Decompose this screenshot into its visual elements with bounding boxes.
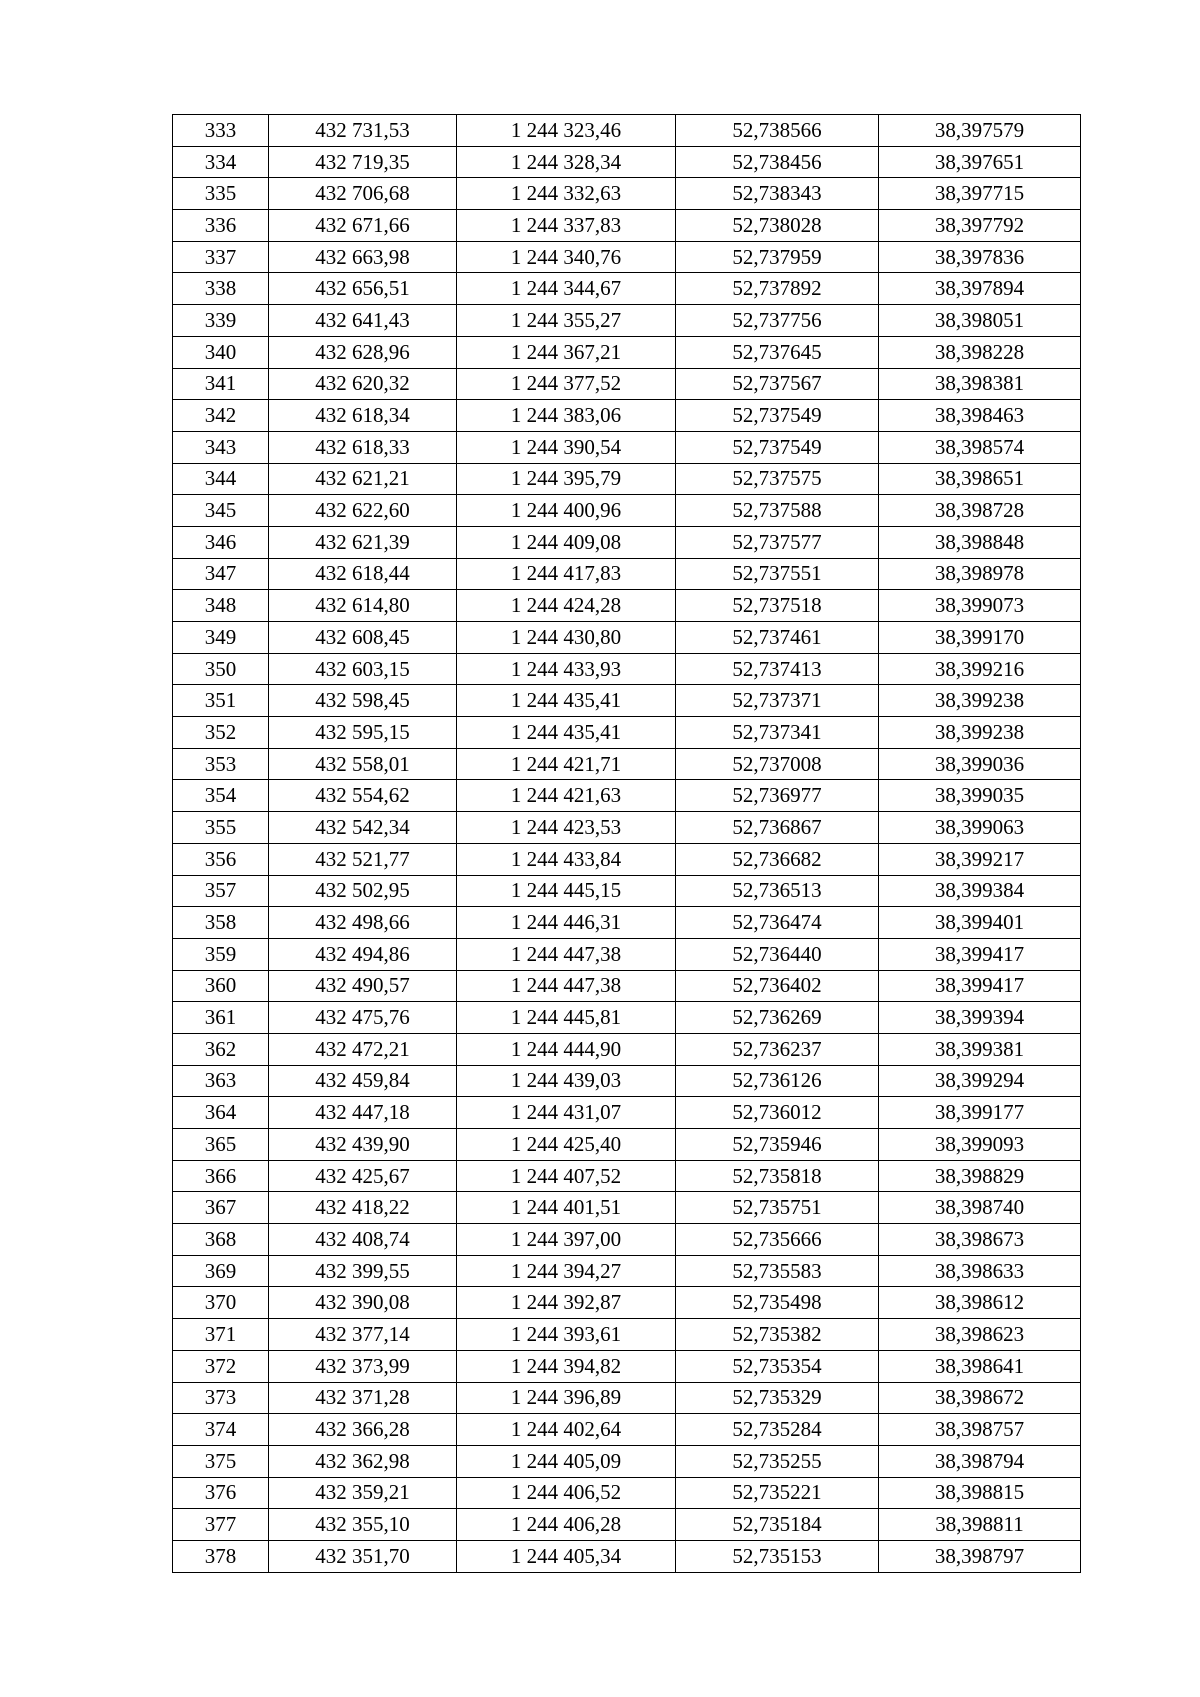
latitude-cell: 52,738456	[676, 146, 879, 178]
latitude-cell: 52,736440	[676, 938, 879, 970]
x-coordinate-cell: 432 731,53	[269, 115, 457, 147]
point-number-cell: 356	[173, 843, 269, 875]
point-number-cell: 360	[173, 970, 269, 1002]
x-coordinate-cell: 432 608,45	[269, 622, 457, 654]
x-coordinate-cell: 432 502,95	[269, 875, 457, 907]
latitude-cell: 52,736402	[676, 970, 879, 1002]
longitude-cell: 38,398848	[879, 526, 1081, 558]
y-coordinate-cell: 1 244 396,89	[457, 1382, 676, 1414]
longitude-cell: 38,397894	[879, 273, 1081, 305]
point-number-cell: 335	[173, 178, 269, 210]
table-row	[173, 780, 1081, 812]
y-coordinate-cell: 1 244 421,63	[457, 780, 676, 812]
longitude-cell: 38,398794	[879, 1445, 1081, 1477]
table-row	[173, 1255, 1081, 1287]
x-coordinate-cell: 432 418,22	[269, 1192, 457, 1224]
longitude-cell: 38,398574	[879, 431, 1081, 463]
x-coordinate-cell: 432 351,70	[269, 1540, 457, 1572]
table-row	[173, 843, 1081, 875]
longitude-cell: 38,399177	[879, 1097, 1081, 1129]
x-coordinate-cell: 432 621,21	[269, 463, 457, 495]
x-coordinate-cell: 432 399,55	[269, 1255, 457, 1287]
latitude-cell: 52,737549	[676, 400, 879, 432]
x-coordinate-cell: 432 459,84	[269, 1065, 457, 1097]
point-number-cell: 377	[173, 1509, 269, 1541]
point-number-cell: 345	[173, 495, 269, 527]
point-number-cell: 342	[173, 400, 269, 432]
latitude-cell: 52,735666	[676, 1224, 879, 1256]
y-coordinate-cell: 1 244 400,96	[457, 495, 676, 527]
point-number-cell: 344	[173, 463, 269, 495]
longitude-cell: 38,398051	[879, 305, 1081, 337]
table-row	[173, 1065, 1081, 1097]
x-coordinate-cell: 432 362,98	[269, 1445, 457, 1477]
latitude-cell: 52,737008	[676, 748, 879, 780]
table-row	[173, 653, 1081, 685]
y-coordinate-cell: 1 244 405,09	[457, 1445, 676, 1477]
table-row	[173, 115, 1081, 147]
y-coordinate-cell: 1 244 424,28	[457, 590, 676, 622]
y-coordinate-cell: 1 244 394,27	[457, 1255, 676, 1287]
table-row	[173, 622, 1081, 654]
x-coordinate-cell: 432 390,08	[269, 1287, 457, 1319]
point-number-cell: 378	[173, 1540, 269, 1572]
point-number-cell: 349	[173, 622, 269, 654]
y-coordinate-cell: 1 244 397,00	[457, 1224, 676, 1256]
longitude-cell: 38,398740	[879, 1192, 1081, 1224]
latitude-cell: 52,737341	[676, 717, 879, 749]
point-number-cell: 333	[173, 115, 269, 147]
point-number-cell: 373	[173, 1382, 269, 1414]
y-coordinate-cell: 1 244 355,27	[457, 305, 676, 337]
latitude-cell: 52,736012	[676, 1097, 879, 1129]
y-coordinate-cell: 1 244 394,82	[457, 1350, 676, 1382]
x-coordinate-cell: 432 618,44	[269, 558, 457, 590]
table-row	[173, 1319, 1081, 1351]
latitude-cell: 52,736237	[676, 1033, 879, 1065]
latitude-cell: 52,735498	[676, 1287, 879, 1319]
x-coordinate-cell: 432 614,80	[269, 590, 457, 622]
point-number-cell: 338	[173, 273, 269, 305]
longitude-cell: 38,397579	[879, 115, 1081, 147]
longitude-cell: 38,398633	[879, 1255, 1081, 1287]
x-coordinate-cell: 432 671,66	[269, 210, 457, 242]
x-coordinate-cell: 432 355,10	[269, 1509, 457, 1541]
latitude-cell: 52,736474	[676, 907, 879, 939]
point-number-cell: 371	[173, 1319, 269, 1351]
table-row	[173, 495, 1081, 527]
point-number-cell: 350	[173, 653, 269, 685]
point-number-cell: 366	[173, 1160, 269, 1192]
table-row	[173, 875, 1081, 907]
coordinates-table-body	[173, 115, 1081, 1573]
y-coordinate-cell: 1 244 401,51	[457, 1192, 676, 1224]
x-coordinate-cell: 432 371,28	[269, 1382, 457, 1414]
table-row	[173, 685, 1081, 717]
x-coordinate-cell: 432 620,32	[269, 368, 457, 400]
latitude-cell: 52,737645	[676, 336, 879, 368]
latitude-cell: 52,735751	[676, 1192, 879, 1224]
x-coordinate-cell: 432 472,21	[269, 1033, 457, 1065]
y-coordinate-cell: 1 244 377,52	[457, 368, 676, 400]
latitude-cell: 52,738343	[676, 178, 879, 210]
x-coordinate-cell: 432 595,15	[269, 717, 457, 749]
table-row	[173, 1097, 1081, 1129]
latitude-cell: 52,737575	[676, 463, 879, 495]
latitude-cell: 52,735153	[676, 1540, 879, 1572]
longitude-cell: 38,399216	[879, 653, 1081, 685]
latitude-cell: 52,735946	[676, 1129, 879, 1161]
x-coordinate-cell: 432 425,67	[269, 1160, 457, 1192]
latitude-cell: 52,737756	[676, 305, 879, 337]
table-row	[173, 1033, 1081, 1065]
longitude-cell: 38,398623	[879, 1319, 1081, 1351]
latitude-cell: 52,735583	[676, 1255, 879, 1287]
point-number-cell: 336	[173, 210, 269, 242]
latitude-cell: 52,737549	[676, 431, 879, 463]
y-coordinate-cell: 1 244 417,83	[457, 558, 676, 590]
point-number-cell: 367	[173, 1192, 269, 1224]
table-row	[173, 1414, 1081, 1446]
latitude-cell: 52,738566	[676, 115, 879, 147]
table-row	[173, 178, 1081, 210]
point-number-cell: 340	[173, 336, 269, 368]
table-row	[173, 1192, 1081, 1224]
y-coordinate-cell: 1 244 445,81	[457, 1002, 676, 1034]
latitude-cell: 52,737551	[676, 558, 879, 590]
point-number-cell: 375	[173, 1445, 269, 1477]
x-coordinate-cell: 432 494,86	[269, 938, 457, 970]
y-coordinate-cell: 1 244 444,90	[457, 1033, 676, 1065]
longitude-cell: 38,398381	[879, 368, 1081, 400]
longitude-cell: 38,398728	[879, 495, 1081, 527]
longitude-cell: 38,398815	[879, 1477, 1081, 1509]
x-coordinate-cell: 432 439,90	[269, 1129, 457, 1161]
x-coordinate-cell: 432 408,74	[269, 1224, 457, 1256]
longitude-cell: 38,397651	[879, 146, 1081, 178]
latitude-cell: 52,737892	[676, 273, 879, 305]
x-coordinate-cell: 432 621,39	[269, 526, 457, 558]
longitude-cell: 38,398641	[879, 1350, 1081, 1382]
table-row	[173, 1540, 1081, 1572]
table-row	[173, 1224, 1081, 1256]
longitude-cell: 38,398978	[879, 558, 1081, 590]
x-coordinate-cell: 432 521,77	[269, 843, 457, 875]
table-row	[173, 431, 1081, 463]
longitude-cell: 38,399170	[879, 622, 1081, 654]
point-number-cell: 348	[173, 590, 269, 622]
latitude-cell: 52,737518	[676, 590, 879, 622]
y-coordinate-cell: 1 244 406,52	[457, 1477, 676, 1509]
latitude-cell: 52,735329	[676, 1382, 879, 1414]
x-coordinate-cell: 432 618,34	[269, 400, 457, 432]
longitude-cell: 38,399238	[879, 717, 1081, 749]
table-row	[173, 1002, 1081, 1034]
latitude-cell: 52,735284	[676, 1414, 879, 1446]
point-number-cell: 364	[173, 1097, 269, 1129]
point-number-cell: 339	[173, 305, 269, 337]
y-coordinate-cell: 1 244 435,41	[457, 717, 676, 749]
point-number-cell: 368	[173, 1224, 269, 1256]
table-row	[173, 210, 1081, 242]
longitude-cell: 38,399417	[879, 938, 1081, 970]
table-row	[173, 305, 1081, 337]
table-row	[173, 146, 1081, 178]
longitude-cell: 38,399063	[879, 812, 1081, 844]
table-row	[173, 1445, 1081, 1477]
y-coordinate-cell: 1 244 425,40	[457, 1129, 676, 1161]
table-row	[173, 938, 1081, 970]
point-number-cell: 374	[173, 1414, 269, 1446]
x-coordinate-cell: 432 490,57	[269, 970, 457, 1002]
latitude-cell: 52,736867	[676, 812, 879, 844]
y-coordinate-cell: 1 244 392,87	[457, 1287, 676, 1319]
point-number-cell: 353	[173, 748, 269, 780]
point-number-cell: 341	[173, 368, 269, 400]
latitude-cell: 52,737959	[676, 241, 879, 273]
table-row	[173, 241, 1081, 273]
x-coordinate-cell: 432 618,33	[269, 431, 457, 463]
x-coordinate-cell: 432 558,01	[269, 748, 457, 780]
latitude-cell: 52,737577	[676, 526, 879, 558]
longitude-cell: 38,398672	[879, 1382, 1081, 1414]
point-number-cell: 363	[173, 1065, 269, 1097]
x-coordinate-cell: 432 603,15	[269, 653, 457, 685]
x-coordinate-cell: 432 542,34	[269, 812, 457, 844]
latitude-cell: 52,735255	[676, 1445, 879, 1477]
table-row	[173, 463, 1081, 495]
x-coordinate-cell: 432 598,45	[269, 685, 457, 717]
y-coordinate-cell: 1 244 447,38	[457, 938, 676, 970]
y-coordinate-cell: 1 244 383,06	[457, 400, 676, 432]
y-coordinate-cell: 1 244 340,76	[457, 241, 676, 273]
latitude-cell: 52,736513	[676, 875, 879, 907]
longitude-cell: 38,397836	[879, 241, 1081, 273]
table-row	[173, 748, 1081, 780]
table-row	[173, 1509, 1081, 1541]
y-coordinate-cell: 1 244 390,54	[457, 431, 676, 463]
longitude-cell: 38,399294	[879, 1065, 1081, 1097]
y-coordinate-cell: 1 244 430,80	[457, 622, 676, 654]
x-coordinate-cell: 432 628,96	[269, 336, 457, 368]
y-coordinate-cell: 1 244 323,46	[457, 115, 676, 147]
y-coordinate-cell: 1 244 332,63	[457, 178, 676, 210]
y-coordinate-cell: 1 244 406,28	[457, 1509, 676, 1541]
y-coordinate-cell: 1 244 409,08	[457, 526, 676, 558]
latitude-cell: 52,736977	[676, 780, 879, 812]
latitude-cell: 52,737588	[676, 495, 879, 527]
x-coordinate-cell: 432 663,98	[269, 241, 457, 273]
x-coordinate-cell: 432 359,21	[269, 1477, 457, 1509]
point-number-cell: 355	[173, 812, 269, 844]
y-coordinate-cell: 1 244 407,52	[457, 1160, 676, 1192]
y-coordinate-cell: 1 244 337,83	[457, 210, 676, 242]
y-coordinate-cell: 1 244 367,21	[457, 336, 676, 368]
point-number-cell: 359	[173, 938, 269, 970]
point-number-cell: 347	[173, 558, 269, 590]
x-coordinate-cell: 432 706,68	[269, 178, 457, 210]
table-row	[173, 1477, 1081, 1509]
latitude-cell: 52,737567	[676, 368, 879, 400]
table-row	[173, 1382, 1081, 1414]
longitude-cell: 38,398228	[879, 336, 1081, 368]
latitude-cell: 52,735818	[676, 1160, 879, 1192]
point-number-cell: 357	[173, 875, 269, 907]
latitude-cell: 52,735382	[676, 1319, 879, 1351]
table-row	[173, 336, 1081, 368]
x-coordinate-cell: 432 656,51	[269, 273, 457, 305]
coordinates-table	[172, 114, 1081, 1573]
point-number-cell: 376	[173, 1477, 269, 1509]
longitude-cell: 38,399381	[879, 1033, 1081, 1065]
point-number-cell: 358	[173, 907, 269, 939]
table-row	[173, 526, 1081, 558]
y-coordinate-cell: 1 244 439,03	[457, 1065, 676, 1097]
y-coordinate-cell: 1 244 328,34	[457, 146, 676, 178]
longitude-cell: 38,399417	[879, 970, 1081, 1002]
table-row	[173, 1350, 1081, 1382]
point-number-cell: 337	[173, 241, 269, 273]
y-coordinate-cell: 1 244 431,07	[457, 1097, 676, 1129]
longitude-cell: 38,398829	[879, 1160, 1081, 1192]
y-coordinate-cell: 1 244 402,64	[457, 1414, 676, 1446]
y-coordinate-cell: 1 244 433,84	[457, 843, 676, 875]
x-coordinate-cell: 432 641,43	[269, 305, 457, 337]
table-row	[173, 1129, 1081, 1161]
point-number-cell: 351	[173, 685, 269, 717]
y-coordinate-cell: 1 244 405,34	[457, 1540, 676, 1572]
longitude-cell: 38,399384	[879, 875, 1081, 907]
x-coordinate-cell: 432 447,18	[269, 1097, 457, 1129]
longitude-cell: 38,398651	[879, 463, 1081, 495]
longitude-cell: 38,398811	[879, 1509, 1081, 1541]
table-row	[173, 970, 1081, 1002]
y-coordinate-cell: 1 244 395,79	[457, 463, 676, 495]
x-coordinate-cell: 432 377,14	[269, 1319, 457, 1351]
point-number-cell: 334	[173, 146, 269, 178]
latitude-cell: 52,736269	[676, 1002, 879, 1034]
y-coordinate-cell: 1 244 421,71	[457, 748, 676, 780]
point-number-cell: 362	[173, 1033, 269, 1065]
x-coordinate-cell: 432 475,76	[269, 1002, 457, 1034]
latitude-cell: 52,735354	[676, 1350, 879, 1382]
table-row	[173, 717, 1081, 749]
latitude-cell: 52,737413	[676, 653, 879, 685]
point-number-cell: 372	[173, 1350, 269, 1382]
longitude-cell: 38,399238	[879, 685, 1081, 717]
latitude-cell: 52,735184	[676, 1509, 879, 1541]
x-coordinate-cell: 432 498,66	[269, 907, 457, 939]
y-coordinate-cell: 1 244 344,67	[457, 273, 676, 305]
y-coordinate-cell: 1 244 446,31	[457, 907, 676, 939]
x-coordinate-cell: 432 719,35	[269, 146, 457, 178]
longitude-cell: 38,399093	[879, 1129, 1081, 1161]
latitude-cell: 52,736682	[676, 843, 879, 875]
longitude-cell: 38,398797	[879, 1540, 1081, 1572]
y-coordinate-cell: 1 244 435,41	[457, 685, 676, 717]
point-number-cell: 343	[173, 431, 269, 463]
y-coordinate-cell: 1 244 393,61	[457, 1319, 676, 1351]
table-row	[173, 590, 1081, 622]
table-row	[173, 273, 1081, 305]
longitude-cell: 38,399217	[879, 843, 1081, 875]
longitude-cell: 38,399401	[879, 907, 1081, 939]
table-row	[173, 1287, 1081, 1319]
table-row	[173, 400, 1081, 432]
table-row	[173, 812, 1081, 844]
point-number-cell: 346	[173, 526, 269, 558]
y-coordinate-cell: 1 244 423,53	[457, 812, 676, 844]
point-number-cell: 370	[173, 1287, 269, 1319]
table-row	[173, 368, 1081, 400]
x-coordinate-cell: 432 366,28	[269, 1414, 457, 1446]
x-coordinate-cell: 432 373,99	[269, 1350, 457, 1382]
point-number-cell: 369	[173, 1255, 269, 1287]
longitude-cell: 38,398463	[879, 400, 1081, 432]
y-coordinate-cell: 1 244 447,38	[457, 970, 676, 1002]
latitude-cell: 52,736126	[676, 1065, 879, 1097]
longitude-cell: 38,399035	[879, 780, 1081, 812]
longitude-cell: 38,399036	[879, 748, 1081, 780]
latitude-cell: 52,737371	[676, 685, 879, 717]
point-number-cell: 354	[173, 780, 269, 812]
latitude-cell: 52,738028	[676, 210, 879, 242]
table-row	[173, 558, 1081, 590]
point-number-cell: 352	[173, 717, 269, 749]
longitude-cell: 38,397792	[879, 210, 1081, 242]
y-coordinate-cell: 1 244 433,93	[457, 653, 676, 685]
point-number-cell: 365	[173, 1129, 269, 1161]
latitude-cell: 52,737461	[676, 622, 879, 654]
longitude-cell: 38,398612	[879, 1287, 1081, 1319]
longitude-cell: 38,399073	[879, 590, 1081, 622]
longitude-cell: 38,399394	[879, 1002, 1081, 1034]
x-coordinate-cell: 432 554,62	[269, 780, 457, 812]
table-row	[173, 1160, 1081, 1192]
longitude-cell: 38,398673	[879, 1224, 1081, 1256]
longitude-cell: 38,397715	[879, 178, 1081, 210]
x-coordinate-cell: 432 622,60	[269, 495, 457, 527]
latitude-cell: 52,735221	[676, 1477, 879, 1509]
longitude-cell: 38,398757	[879, 1414, 1081, 1446]
y-coordinate-cell: 1 244 445,15	[457, 875, 676, 907]
point-number-cell: 361	[173, 1002, 269, 1034]
table-row	[173, 907, 1081, 939]
